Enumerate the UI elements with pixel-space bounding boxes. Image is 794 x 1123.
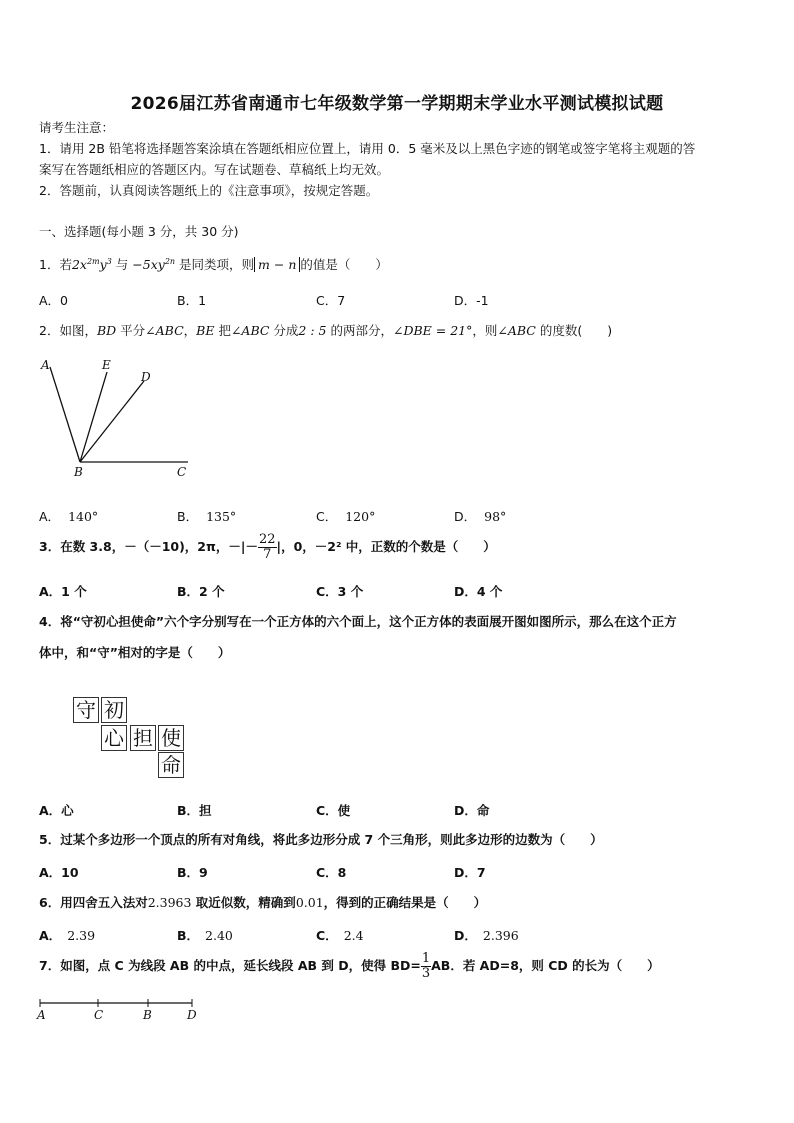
q1-option-c[interactable]: C．7 xyxy=(316,293,346,308)
ray-ba xyxy=(50,367,80,462)
q5-option-b[interactable]: B．9 xyxy=(177,865,208,880)
net-face-5: 使 xyxy=(158,725,184,751)
q3-option-c[interactable]: C．3 个 xyxy=(316,584,364,599)
net-face-4: 担 xyxy=(130,725,156,751)
question-2: 2．如图，BD 平分∠ABC，BE 把∠ABC 分成2 : 5 的两部分，∠DBE = 21°，则∠ABC 的度数( ) xyxy=(39,323,613,338)
q6-option-d[interactable]: D． 2.396 xyxy=(454,928,519,943)
label-c: C xyxy=(177,465,187,479)
cube-net xyxy=(73,697,188,779)
question-4-line-1: 4．将“守初心担使命”六个字分别写在一个正方体的六个面上，这个正方体的表面展开图如图所示，那么在这个正方 xyxy=(39,614,677,629)
notice-line-1b: 案写在答题纸相应的答题区内。写在试题卷、草稿纸上均无效。 xyxy=(39,162,390,177)
q1-option-a[interactable]: A．0 xyxy=(39,293,69,308)
label-d: D xyxy=(141,370,151,384)
notice-line-2: 2．答题前，认真阅读答题纸上的《注意事项》，按规定答题。 xyxy=(39,183,379,198)
q3-option-a[interactable]: A．1 个 xyxy=(39,584,87,599)
question-6: 6．用四舍五入法对2.3963 取近似数，精确到0.01，得到的正确结果是（ ） xyxy=(39,895,487,910)
question-3: 3．在数 3.8，－（－10)，2π，－|－ $\frac{22}{7}$ |，0，－2² 中，正数的个数是（ ） xyxy=(39,532,496,562)
q5-option-c[interactable]: C．8 xyxy=(316,865,347,880)
notice-heading: 请考生注意： xyxy=(39,120,115,135)
q4-option-a[interactable]: A．心 xyxy=(39,803,74,818)
q3-option-d[interactable]: D．4 个 xyxy=(454,584,503,599)
label-a: A xyxy=(41,358,50,372)
q2-option-b[interactable]: B． 135° xyxy=(177,509,237,524)
q1-option-d[interactable]: D．-1 xyxy=(454,293,489,308)
q4-option-b[interactable]: B．担 xyxy=(177,803,212,818)
net-face-1: 守 xyxy=(73,697,99,723)
net-face-3: 心 xyxy=(101,725,127,751)
q2-option-c[interactable]: C． 120° xyxy=(316,509,376,524)
label-d: D xyxy=(187,1008,197,1022)
q4-option-c[interactable]: C．使 xyxy=(316,803,351,818)
label-c: C xyxy=(94,1008,104,1022)
q1-option-b[interactable]: B．1 xyxy=(177,293,207,308)
question-7: 7．如图，点 C 为线段 AB 的中点，延长线段 AB 到 D，使得 BD= $\frac{1}{3}$ AB．若 AD=8，则 CD 的长为（ ） xyxy=(39,951,660,981)
q2-option-d[interactable]: D． 98° xyxy=(454,509,507,524)
ray-be xyxy=(80,372,107,462)
q6-option-a[interactable]: A． 2.39 xyxy=(39,928,96,943)
q5-option-a[interactable]: A．10 xyxy=(39,865,79,880)
question-4-line-2: 体中，和“守”相对的字是（ ） xyxy=(39,645,231,660)
q6-option-c[interactable]: C． 2.4 xyxy=(316,928,364,943)
q7-segment-diagram xyxy=(34,995,204,1025)
net-face-6: 命 xyxy=(158,752,184,778)
section-heading: 一、选择题(每小题 3 分，共 30 分) xyxy=(39,224,239,239)
label-a: A xyxy=(37,1008,46,1022)
label-e: E xyxy=(102,358,111,372)
question-5: 5．过某个多边形一个顶点的所有对角线，将此多边形分成 7 个三角形，则此多边形的边数为（ ） xyxy=(39,832,603,847)
page-title: 2026届江苏省南通市七年级数学第一学期期末学业水平测试模拟试题 xyxy=(130,94,664,114)
q3-option-b[interactable]: B．2 个 xyxy=(177,584,225,599)
q4-option-d[interactable]: D．命 xyxy=(454,803,490,818)
q6-option-b[interactable]: B． 2.40 xyxy=(177,928,233,943)
ray-bd xyxy=(80,381,144,462)
label-b: B xyxy=(74,465,83,479)
q2-angle-diagram xyxy=(36,355,196,480)
net-face-2: 初 xyxy=(101,697,127,723)
question-1: 1．若$2x^{2m}y^3$ 与 $-5xy^{2n}$ 是同类项，则 m − n 的值是（ ） xyxy=(39,257,388,273)
label-b: B xyxy=(143,1008,152,1022)
q5-option-d[interactable]: D．7 xyxy=(454,865,486,880)
q2-option-a[interactable]: A． 140° xyxy=(39,509,99,524)
notice-line-1: 1．请用 2B 铅笔将选择题答案涂填在答题纸相应位置上，请用 0．5 毫米及以上黑色字迹的钢笔或签字笔将主观题的答 xyxy=(39,141,696,156)
